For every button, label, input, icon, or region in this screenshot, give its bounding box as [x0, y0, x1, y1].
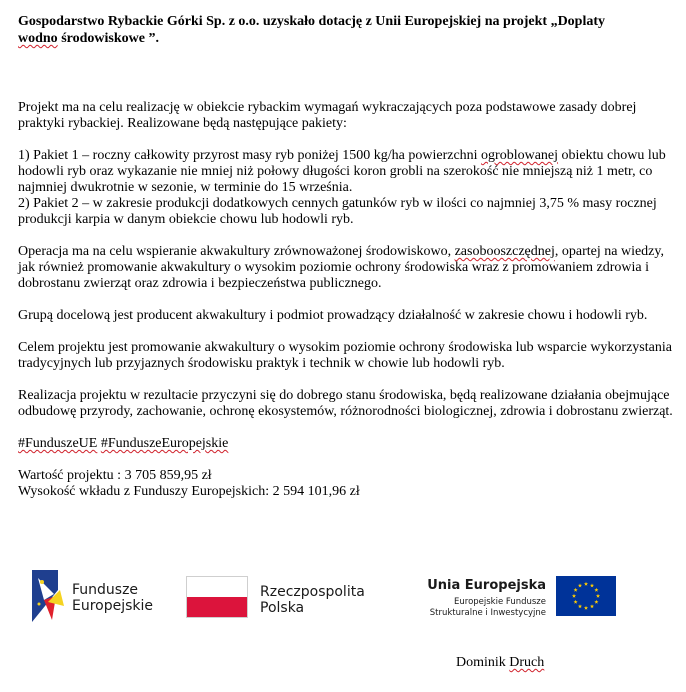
rp-logo-line-2: Polska	[260, 600, 305, 616]
fundusze-europejskie-emblem-icon	[30, 570, 70, 624]
operation-paragraph	[18, 244, 678, 292]
title-line-2: środowiskowe ”.	[57, 31, 159, 46]
title-line-1: Gospodarstwo Rybackie Górki Sp. z o.o. uzyskało dotację z Unii Europejskiej na projekt „Doplaty	[18, 14, 606, 29]
eu-flag-icon	[556, 576, 616, 616]
document-body	[18, 13, 678, 500]
hashtag-fundusze-ue: #FunduszeUE	[18, 436, 98, 451]
funding-logos-bar	[30, 570, 660, 626]
hashtag-fundusze-europejskie: #FunduszeEuropejskie	[100, 436, 229, 451]
ue-logo-title: Unia Europejska	[427, 578, 546, 593]
package-1-misspelled-word: ogroblowanej	[481, 148, 559, 163]
ue-logo-sub-line-1: Europejskie Fundusze	[454, 597, 546, 607]
eu-contribution-line: Wysokość wkładu z Funduszy Europejskich: 2 594 101,96 zł	[18, 484, 360, 499]
polish-flag-icon	[186, 576, 248, 618]
goal-paragraph: Celem projektu jest promowanie akwakultury o wysokim poziomie ochrony środowiska lub wsparcie wykorzystania tradycyjnych lub przyjaznych środowisku praktyk i technik w chowie lub hodowli ryb.	[18, 340, 672, 371]
package-2-paragraph: 2) Pakiet 2 – w zakresie produkcji dodatkowych cennych gatunków ryb w ilości co najmniej 3,75 % masy rocznej produkcji karpia w danym obiekcie chowu lub hodowli ryb.	[18, 196, 657, 227]
fe-logo-line-1: Fundusze	[72, 582, 139, 598]
operation-text: Operacja ma na celu wspieranie akwakultury zrównoważonej środowiskowo,	[18, 244, 455, 259]
project-value-line: Wartość projektu : 3 705 859,95 zł	[18, 468, 212, 483]
signature-last-name: Druch	[509, 655, 545, 670]
signature	[456, 655, 544, 671]
package-1-paragraph	[18, 148, 678, 196]
ue-logo-sub-line-2: Strukturalne i Inwestycyjne	[429, 608, 546, 618]
document-title	[18, 13, 678, 47]
ue-logo-subtitle	[410, 597, 546, 619]
target-group-paragraph: Grupą docelową jest producent akwakultury i podmiot prowadzący działalność w zakresie chowu i hodowli ryb.	[18, 308, 648, 323]
intro-paragraph: Projekt ma na celu realizację w obiekcie rybackim wymagań wykraczających poza podstawowe zasady dobrej praktyki rybackiej. Realizowane będą następujące pakiety:	[18, 100, 637, 131]
title-word-wodno: wodno	[18, 31, 58, 46]
rp-logo-line-1: Rzeczpospolita	[260, 584, 365, 600]
hashtags-line	[18, 436, 678, 452]
fundusze-europejskie-logo	[30, 570, 154, 629]
operation-text-rest: , opartej na wiedzy, jak również promowanie akwakultury o wysokim poziomie ochrony środowiska wraz z promowaniem zdrowia i dobrostanu zwierząt oraz zdrowia i bezpieczeństwa publicznego.	[18, 244, 664, 291]
result-paragraph: Realizacja projektu w rezultacie przyczyni się do dobrego stanu środowiska, będą realizowane działania obejmujące odbudowę przyrody, zachowanie, ochronę ekosystemów, różnorodności biologicznej, zdrowia i dobrostanu zwierząt.	[18, 388, 673, 419]
signature-first-name: Dominik	[456, 655, 506, 670]
fe-logo-line-2: Europejskie	[72, 598, 154, 614]
operation-misspelled-word: zasobooszczędnej	[454, 244, 555, 259]
package-1-text: 1) Pakiet 1 – roczny całkowity przyrost masy ryb poniżej 1500 kg/ha powierzchni	[18, 148, 482, 163]
package-1-text-rest: obiektu chowu lub hodowli ryb oraz wykazanie nie mniej niż połowy długości koron grobli na szerokość nie mniejszą niż 1 metr, co najmniej dwukrotnie w sezonie, w terminie do 15 września.	[18, 148, 666, 195]
